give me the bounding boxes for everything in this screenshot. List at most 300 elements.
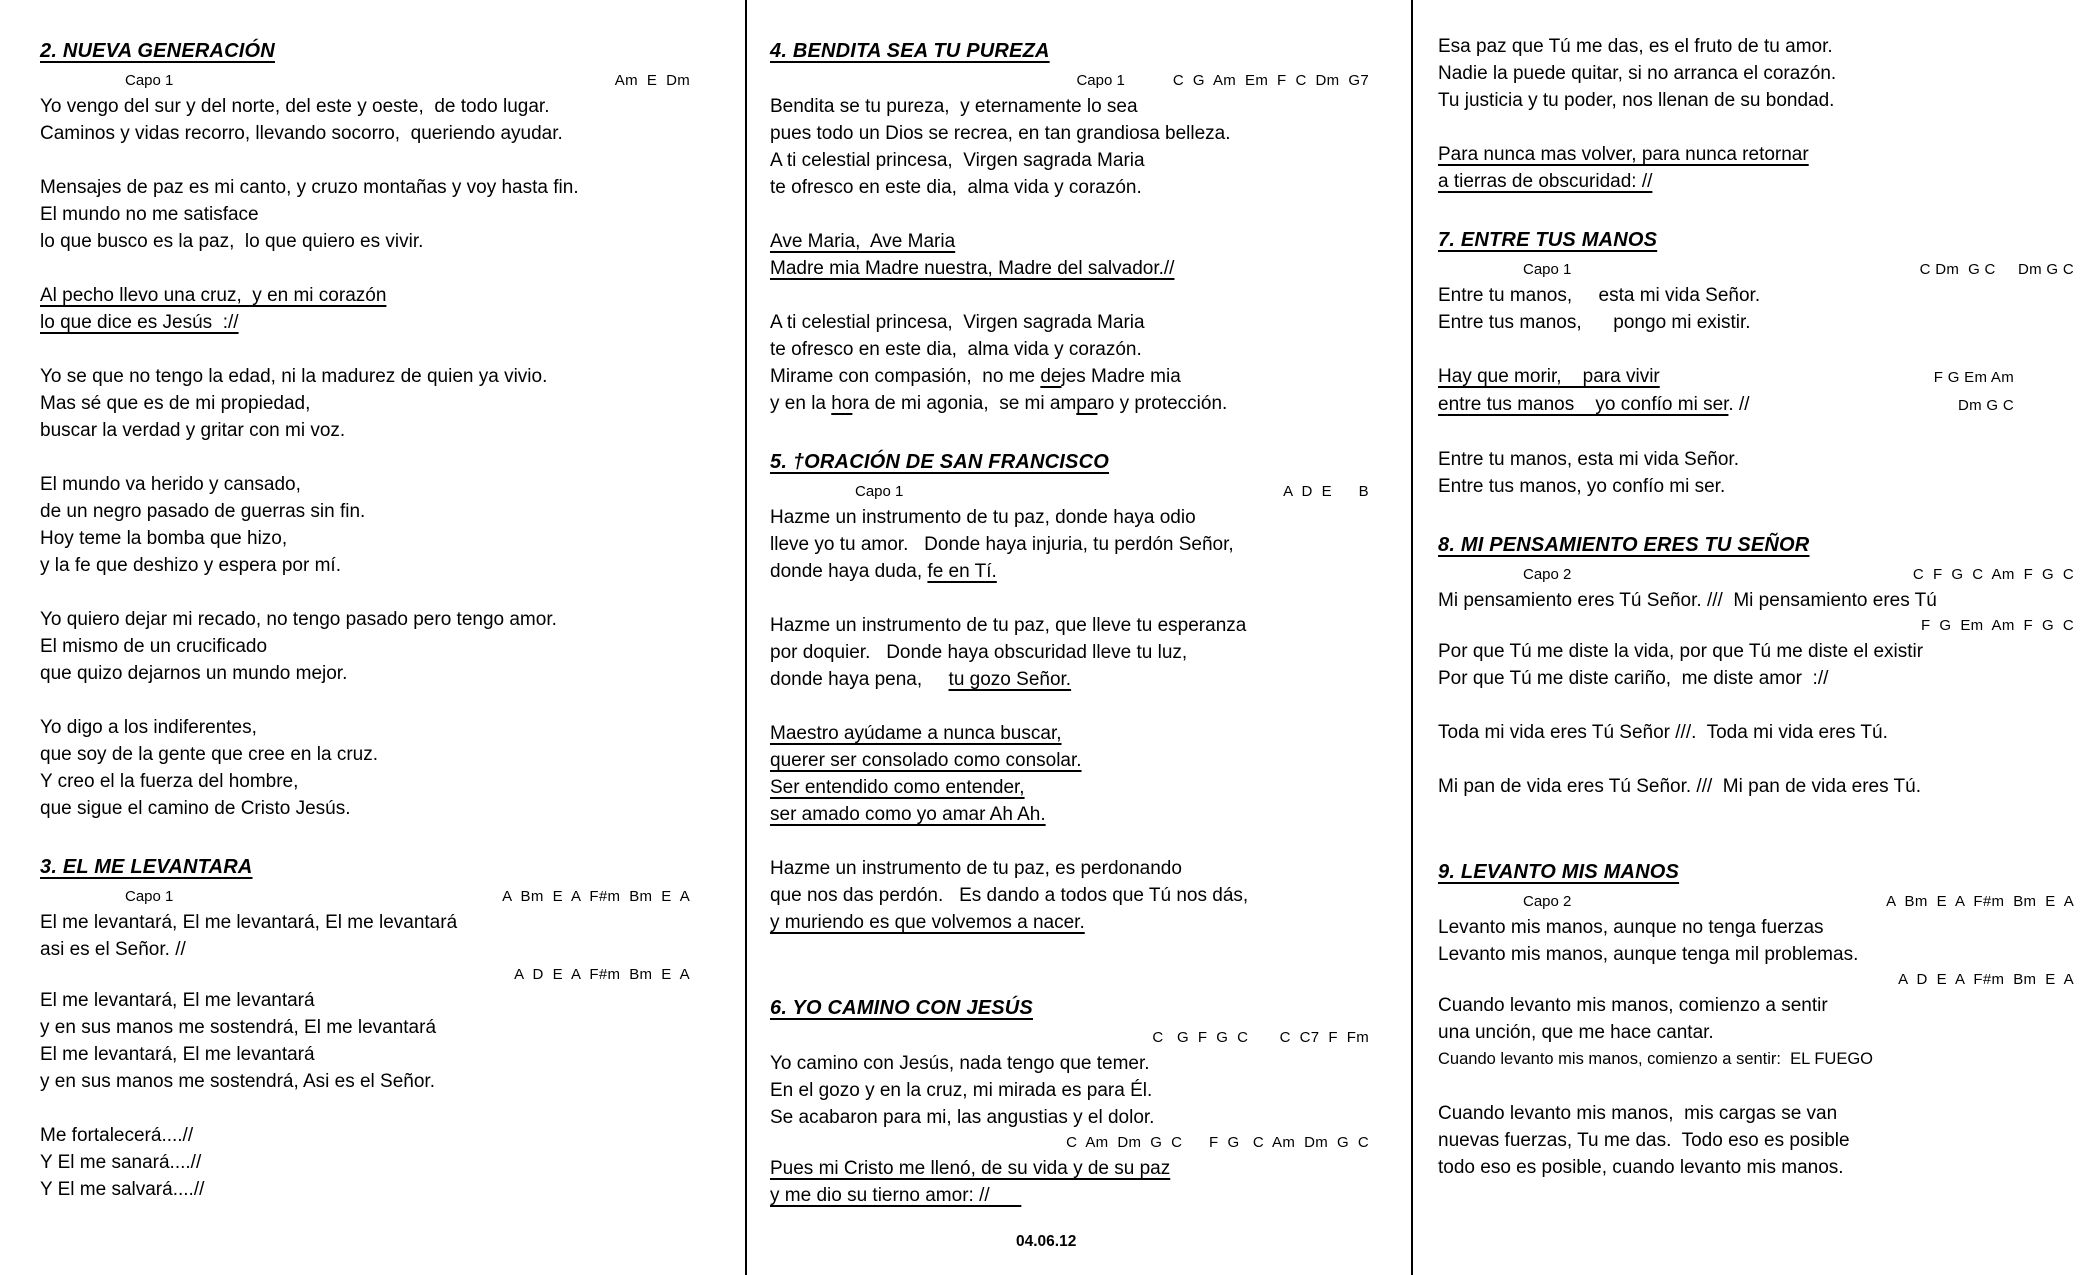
capo-label: Capo 1 — [1076, 72, 1125, 89]
lyric-text — [40, 987, 315, 1014]
lyric-line — [40, 1149, 690, 1176]
lyric-text — [770, 390, 1227, 417]
blank-line — [40, 147, 690, 174]
chord-text: A D E A F#m Bm E A — [514, 966, 690, 983]
lyric-segment: Y creo el la fuerza del hombre, — [40, 771, 299, 792]
lyric-text — [770, 639, 1187, 666]
lyric-segment: Mensajes de paz es mi canto, y cruzo montañas y voy hasta fin. — [40, 177, 579, 198]
lyric-line — [1438, 309, 2074, 336]
lyric-segment: Yo quiero dejar mi recado, no tengo pasado pero tengo amor. — [40, 609, 557, 630]
capo-label: Capo 2 — [1523, 893, 1572, 910]
lyric-segment: una unción, que me hace cantar. — [1438, 1022, 1714, 1043]
lyric-text — [770, 336, 1142, 363]
blank-line — [40, 255, 690, 282]
lyric-segment: Por que Tú me diste cariño, me diste amor :// — [1438, 668, 1829, 689]
capo-chord-row — [1438, 563, 2074, 587]
lyric-text — [1438, 87, 1834, 114]
lyric-line — [1438, 1154, 2074, 1181]
lyric-line — [40, 1014, 690, 1041]
blank-line — [770, 201, 1369, 228]
lyric-text — [1438, 914, 1824, 941]
lyric-text — [40, 309, 239, 336]
chord-text: A Bm E A F#m Bm E A — [1886, 893, 2074, 910]
blank-line — [40, 822, 690, 849]
lyric-segment: Por que Tú me diste la vida, por que Tú me diste el existir — [1438, 641, 1924, 662]
lyric-line — [770, 255, 1369, 282]
lyric-line — [40, 390, 690, 417]
lyric-line — [770, 174, 1369, 201]
lyric-text — [40, 795, 351, 822]
lyric-line — [1438, 638, 2074, 665]
blank-line — [40, 579, 690, 606]
lyric-segment: Y El me sanará....// — [40, 1152, 202, 1173]
lyric-segment: Yo vengo del sur y del norte, del este y oeste, de todo lugar. — [40, 96, 550, 117]
column-1 — [0, 0, 747, 1275]
lyric-text — [1438, 363, 1660, 390]
lyric-line — [770, 363, 1369, 390]
lyric-text — [770, 801, 1046, 828]
lyric-text — [1438, 1154, 1844, 1181]
lyric-line — [1438, 773, 2074, 800]
lyric-line — [40, 363, 690, 390]
lyric-line — [1438, 941, 2074, 968]
lyric-line — [1438, 1127, 2074, 1154]
lyric-segment: Cuando levanto mis manos, comienzo a sentir: EL FUEGO — [1438, 1050, 1873, 1068]
inline-chords: Dm G C — [1958, 397, 2014, 414]
lyric-segment: Hazme un instrumento de tu paz, que lleve tu esperanza — [770, 615, 1247, 636]
lyric-line — [1438, 141, 2074, 168]
lyric-segment: Levanto mis manos, aunque no tenga fuerzas — [1438, 917, 1824, 938]
lyric-text — [40, 1149, 201, 1176]
lyric-line — [770, 147, 1369, 174]
lyric-line — [770, 720, 1369, 747]
lyric-segment-underlined: fe en Tí. — [927, 561, 997, 582]
lyric-segment-underlined: Pues mi Cristo me llenó, de su vida y de su paz — [770, 1158, 1171, 1179]
lyric-segment: El me levantará, El me levantará — [40, 990, 315, 1011]
lyric-line — [40, 228, 690, 255]
chord-text: A D E A F#m Bm E A — [1898, 971, 2074, 988]
lyric-segment: y en sus manos me sostendrá, El me levantará — [40, 1017, 437, 1038]
lyric-line — [770, 93, 1369, 120]
capo-chord-row — [770, 69, 1369, 93]
lyric-line — [770, 504, 1369, 531]
song-title: 9. LEVANTO MIS MANOS — [1438, 861, 1680, 883]
lyric-segment: Se acabaron para mi, las angustias y el dolor. — [770, 1107, 1155, 1128]
lyric-segment: lo que busco es la paz, lo que quiero es vivir. — [40, 231, 424, 252]
blank-line — [1438, 195, 2074, 222]
lyric-line — [770, 1155, 1369, 1182]
lyric-segment: Mi pensamiento eres Tú Señor. /// Mi pensamiento eres Tú — [1438, 590, 1937, 611]
chord-text: C Dm G C Dm G C — [1919, 261, 2074, 278]
lyric-segment: Esa paz que Tú me das, es el fruto de tu amor. — [1438, 36, 1833, 57]
lyric-text — [770, 1104, 1154, 1131]
lyric-line — [40, 606, 690, 633]
lyric-text — [1438, 60, 1836, 87]
chord-line — [770, 1026, 1369, 1050]
lyric-text — [40, 282, 386, 309]
lyric-segment: Y El me salvará....// — [40, 1179, 205, 1200]
blank-line — [1438, 419, 2074, 446]
lyric-line — [1438, 282, 2074, 309]
chord-line — [1438, 614, 2074, 638]
lyric-segment: ro y protección. — [1097, 393, 1228, 414]
lyric-segment: lleve yo tu amor. Donde haya injuria, tu perdón Señor, — [770, 534, 1234, 555]
lyric-text — [770, 255, 1174, 282]
lyric-segment: jes Madre mia — [1061, 366, 1181, 387]
lyric-segment: Hazme un instrumento de tu paz, donde haya odio — [770, 507, 1196, 528]
lyric-segment: todo eso es posible, cuando levanto mis manos. — [1438, 1157, 1844, 1178]
blank-line — [770, 417, 1369, 444]
capo-chord-row — [1438, 258, 2074, 282]
lyric-text — [40, 1122, 193, 1149]
blank-line — [40, 336, 690, 363]
lyric-text — [40, 201, 259, 228]
lyric-segment: ra de mi agonia, se mi am — [852, 393, 1077, 414]
chord-line — [1438, 968, 2074, 992]
lyric-segment: A ti celestial princesa, Virgen sagrada Maria — [770, 312, 1145, 333]
lyric-line — [40, 309, 690, 336]
blank-line — [770, 693, 1369, 720]
lyric-line — [40, 660, 690, 687]
lyric-line — [40, 909, 690, 936]
lyric-text — [770, 1050, 1150, 1077]
lyric-text — [40, 909, 457, 936]
lyric-segment: El mismo de un crucificado — [40, 636, 268, 657]
lyric-text — [770, 612, 1246, 639]
lyric-segment: A ti celestial princesa, Virgen sagrada Maria — [770, 150, 1145, 171]
blank-line — [1438, 1073, 2074, 1100]
lyric-segment: te ofresco en este dia, alma vida y corazón. — [770, 339, 1142, 360]
blank-line — [40, 1095, 690, 1122]
lyric-segment: Toda mi vida eres Tú Señor ///. Toda mi vida eres Tú. — [1438, 722, 1888, 743]
lyric-line — [40, 471, 690, 498]
lyric-line — [770, 228, 1369, 255]
lyric-text — [1438, 282, 1760, 309]
chord-line — [40, 963, 690, 987]
lyric-segment: donde haya duda, — [770, 561, 928, 582]
lyric-segment: Me fortalecerá....// — [40, 1125, 194, 1146]
lyric-line — [770, 909, 1369, 936]
lyric-segment: Mas sé que es de mi propiedad, — [40, 393, 311, 414]
lyric-segment: Yo se que no tengo la edad, ni la madurez de quien ya vivio. — [40, 366, 548, 387]
lyric-line — [770, 639, 1369, 666]
capo-label: Capo 1 — [125, 888, 174, 905]
lyric-segment: que sigue el camino de Cristo Jesús. — [40, 798, 351, 819]
lyric-text — [40, 660, 347, 687]
lyric-line — [1438, 587, 2074, 614]
blank-line — [1438, 800, 2074, 827]
lyric-line — [40, 714, 690, 741]
capo-chord-row — [40, 69, 690, 93]
lyric-line — [40, 174, 690, 201]
lyric-text — [770, 747, 1082, 774]
lyric-line — [770, 882, 1369, 909]
lyric-line — [40, 1122, 690, 1149]
lyric-text — [1438, 391, 1750, 418]
lyric-text — [770, 666, 1071, 693]
column-2 — [747, 0, 1413, 1275]
lyric-text — [1438, 1127, 1850, 1154]
lyric-text — [1438, 1046, 1873, 1073]
lyric-segment-underlined: tu gozo Señor. — [948, 669, 1072, 690]
song-title: 6. YO CAMINO CON JESÚS — [770, 997, 1033, 1019]
lyric-text — [40, 936, 186, 963]
lyric-line — [1438, 446, 2074, 473]
lyric-segment-underlined: Hay que morir, para vivir — [1438, 366, 1660, 387]
lyric-line — [40, 498, 690, 525]
lyric-line — [40, 282, 690, 309]
lyric-segment: Hoy teme la bomba que hizo, — [40, 528, 288, 549]
lyric-segment: El me levantará, El me levantará — [40, 1044, 315, 1065]
lyric-segment: buscar la verdad y gritar con mi voz. — [40, 420, 346, 441]
blank-line — [40, 444, 690, 471]
lyric-segment: de un negro pasado de guerras sin fin. — [40, 501, 366, 522]
lyric-segment: En el gozo y en la cruz, mi mirada es para Él. — [770, 1080, 1153, 1101]
lyric-segment: que soy de la gente que cree en la cruz. — [40, 744, 379, 765]
lyric-line — [40, 936, 690, 963]
lyric-text — [1438, 638, 1923, 665]
lyric-text — [40, 1068, 435, 1095]
lyric-line — [1438, 1019, 2074, 1046]
lyric-text — [1438, 309, 1751, 336]
lyric-text — [770, 1155, 1170, 1182]
chord-text: F G Em Am F G C — [1921, 617, 2074, 634]
lyric-line — [40, 987, 690, 1014]
lyric-line — [40, 741, 690, 768]
lyric-text — [770, 909, 1085, 936]
lyric-segment-underlined: ser amado como yo amar Ah Ah. — [770, 804, 1046, 825]
lyric-text — [40, 174, 579, 201]
blank-line — [770, 585, 1369, 612]
blank-line — [1438, 114, 2074, 141]
chord-text: A Bm E A F#m Bm E A — [502, 888, 690, 905]
lyric-line — [40, 417, 690, 444]
lyric-segment: y en sus manos me sostendrá, Asi es el Señor. — [40, 1071, 435, 1092]
lyric-line — [770, 855, 1369, 882]
lyric-segment-underlined: Ser entendido como entender, — [770, 777, 1025, 798]
lyric-segment: . // — [1728, 394, 1750, 415]
lyric-segment: que nos das perdón. Es dando a todos que Tú nos dás, — [770, 885, 1249, 906]
lyric-line — [1438, 391, 2074, 419]
lyric-text — [770, 309, 1145, 336]
capo-chord-row — [770, 480, 1369, 504]
lyric-text — [1438, 168, 1652, 195]
lyric-text — [1438, 992, 1828, 1019]
lyric-line — [40, 525, 690, 552]
song-title: 7. ENTRE TUS MANOS — [1438, 229, 1658, 251]
capo-chord-row — [1438, 890, 2074, 914]
lyric-segment: El mundo va herido y cansado, — [40, 474, 301, 495]
song-title: 5. †ORACIÓN DE SAN FRANCISCO — [770, 451, 1109, 473]
lyric-text — [40, 120, 563, 147]
lyric-segment: Levanto mis manos, aunque tenga mil problemas. — [1438, 944, 1859, 965]
blank-line — [770, 828, 1369, 855]
lyric-line — [1438, 33, 2074, 60]
lyric-text — [40, 768, 298, 795]
chord-text: Am E Dm — [614, 72, 690, 89]
lyric-text — [770, 93, 1138, 120]
lyric-segment: Hazme un instrumento de tu paz, es perdonando — [770, 858, 1182, 879]
lyric-segment: Caminos y vidas recorro, llevando socorro, queriendo ayudar. — [40, 123, 563, 144]
lyric-segment: nuevas fuerzas, Tu me das. Todo eso es posible — [1438, 1130, 1850, 1151]
lyric-segment: Cuando levanto mis manos, mis cargas se van — [1438, 1103, 1838, 1124]
lyric-line — [1438, 1046, 2074, 1073]
lyric-text — [1438, 587, 1937, 614]
lyric-segment: Entre tu manos, esta mi vida Señor. — [1438, 449, 1739, 470]
inline-chords: F G Em Am — [1933, 369, 2014, 386]
lyric-segment: y la fe que deshizo y espera por mí. — [40, 555, 341, 576]
blank-line — [770, 963, 1369, 990]
blank-line — [1438, 827, 2074, 854]
lyric-text — [1438, 665, 1828, 692]
capo-label: Capo 1 — [855, 483, 904, 500]
chord-text: C F G C Am F G C — [1912, 566, 2074, 583]
lyric-line — [40, 93, 690, 120]
lyric-line — [1438, 1100, 2074, 1127]
blank-line — [1438, 500, 2074, 527]
footer-date: 04.06.12 — [1016, 1233, 1077, 1250]
lyric-line — [40, 1068, 690, 1095]
lyric-line — [1438, 719, 2074, 746]
chord-text: C G Am Em F C Dm G7 — [1172, 72, 1369, 89]
lyric-segment-underlined: Madre mia Madre nuestra, Madre del salvador.// — [770, 258, 1175, 279]
chord-text: A D E B — [1283, 483, 1369, 500]
lyric-text — [770, 531, 1234, 558]
song-title: 2. NUEVA GENERACIÓN — [40, 40, 275, 62]
chord-line — [770, 1131, 1369, 1155]
lyric-segment: Tu justicia y tu poder, nos llenan de su bondad. — [1438, 90, 1835, 111]
lyric-segment: Yo digo a los indiferentes, — [40, 717, 257, 738]
lyric-line — [40, 633, 690, 660]
lyric-line — [770, 336, 1369, 363]
lyric-text — [40, 1014, 436, 1041]
lyric-text — [770, 120, 1231, 147]
lyric-segment: por doquier. Donde haya obscuridad lleve tu luz, — [770, 642, 1188, 663]
lyric-text — [1438, 719, 1888, 746]
lyric-line — [770, 309, 1369, 336]
chord-text: C Am Dm G C F G C Am Dm G C — [1066, 1134, 1369, 1151]
capo-label: Capo 1 — [125, 72, 174, 89]
lyric-line — [40, 795, 690, 822]
blank-line — [770, 282, 1369, 309]
lyric-text — [770, 147, 1145, 174]
lyric-line — [1438, 665, 2074, 692]
lyric-line — [40, 1041, 690, 1068]
lyric-segment: Entre tu manos, esta mi vida Señor. — [1438, 285, 1761, 306]
lyric-segment-underlined: pa — [1076, 393, 1098, 414]
lyric-text — [40, 471, 301, 498]
lyric-line — [1438, 168, 2074, 195]
lyric-text — [770, 855, 1182, 882]
lyric-line — [1438, 60, 2074, 87]
lyric-line — [770, 558, 1369, 585]
lyric-segment: que quizo dejarnos un mundo mejor. — [40, 663, 348, 684]
lyric-text — [40, 498, 365, 525]
lyric-segment: Mi pan de vida eres Tú Señor. /// Mi pan de vida eres Tú. — [1438, 776, 1922, 797]
lyric-segment: Nadie la puede quitar, si no arranca el corazón. — [1438, 63, 1837, 84]
lyric-segment-underlined: entre tus manos yo confío mi ser — [1438, 394, 1729, 415]
lyric-segment: te ofresco en este dia, alma vida y corazón. — [770, 177, 1142, 198]
lyric-line — [770, 1077, 1369, 1104]
lyric-text — [770, 882, 1248, 909]
lyric-text — [770, 504, 1196, 531]
lyric-text — [40, 525, 287, 552]
lyric-line — [770, 774, 1369, 801]
lyric-text — [1438, 446, 1739, 473]
lyric-segment-underlined: ho — [831, 393, 853, 414]
lyric-text — [40, 228, 423, 255]
lyric-text — [1438, 1019, 1714, 1046]
capo-chord-row — [40, 885, 690, 909]
lyric-segment: asi es el Señor. // — [40, 939, 186, 960]
lyric-line — [1438, 914, 2074, 941]
lyric-segment-underlined: de — [1040, 366, 1062, 387]
blank-line — [1438, 692, 2074, 719]
lyric-segment: Cuando levanto mis manos, comienzo a sentir — [1438, 995, 1828, 1016]
lyric-line — [770, 390, 1369, 417]
lyric-text — [1438, 941, 1858, 968]
lyric-segment: El me levantará, El me levantará, El me levantará — [40, 912, 458, 933]
blank-line — [1438, 746, 2074, 773]
lyric-text — [40, 390, 310, 417]
lyric-text — [770, 363, 1181, 390]
lyric-segment: Mirame con compasión, no me — [770, 366, 1041, 387]
lyric-line — [770, 1104, 1369, 1131]
lyric-line — [770, 801, 1369, 828]
lyric-text — [1438, 141, 1809, 168]
lyric-text — [1438, 33, 1833, 60]
lyric-segment: Entre tus manos, pongo mi existir. — [1438, 312, 1751, 333]
lyric-segment: Entre tus manos, yo confío mi ser. — [1438, 476, 1726, 497]
lyric-text — [770, 558, 997, 585]
lyric-text — [770, 720, 1062, 747]
lyric-segment-underlined: querer ser consolado como consolar. — [770, 750, 1082, 771]
lyric-text — [40, 363, 547, 390]
lyric-segment-underlined: y muriendo es que volvemos a nacer. — [770, 912, 1085, 933]
blank-line — [770, 936, 1369, 963]
lyric-text — [40, 741, 378, 768]
lyric-text — [770, 774, 1025, 801]
lyric-line — [1438, 992, 2074, 1019]
lyric-line — [770, 1182, 1369, 1209]
lyric-line — [40, 768, 690, 795]
column-3 — [1413, 0, 2098, 1275]
song-title: 3. EL ME LEVANTARA — [40, 856, 253, 878]
lyric-segment-underlined: Para nunca mas volver, para nunca retornar — [1438, 144, 1809, 165]
lyric-line — [770, 120, 1369, 147]
lyric-text — [40, 714, 257, 741]
lyric-line — [770, 1050, 1369, 1077]
lyric-segment: El mundo no me satisface — [40, 204, 259, 225]
lyric-text — [40, 633, 267, 660]
lyric-text — [40, 93, 549, 120]
lyric-text — [40, 417, 345, 444]
lyric-text — [770, 1077, 1152, 1104]
lyric-segment: y en la — [770, 393, 832, 414]
lyric-text — [1438, 1100, 1837, 1127]
lyric-segment-underlined: a tierras de obscuridad: // — [1438, 171, 1653, 192]
lyric-segment: pues todo un Dios se recrea, en tan grandiosa belleza. — [770, 123, 1231, 144]
lyric-segment: Bendita se tu pureza, y eternamente lo sea — [770, 96, 1138, 117]
lyric-line — [40, 552, 690, 579]
lyric-text — [1438, 473, 1725, 500]
lyric-line — [40, 1176, 690, 1203]
lyric-line — [40, 120, 690, 147]
lyric-text — [1438, 773, 1921, 800]
blank-line — [1438, 336, 2074, 363]
lyric-text — [40, 552, 341, 579]
lyric-text — [40, 1041, 315, 1068]
